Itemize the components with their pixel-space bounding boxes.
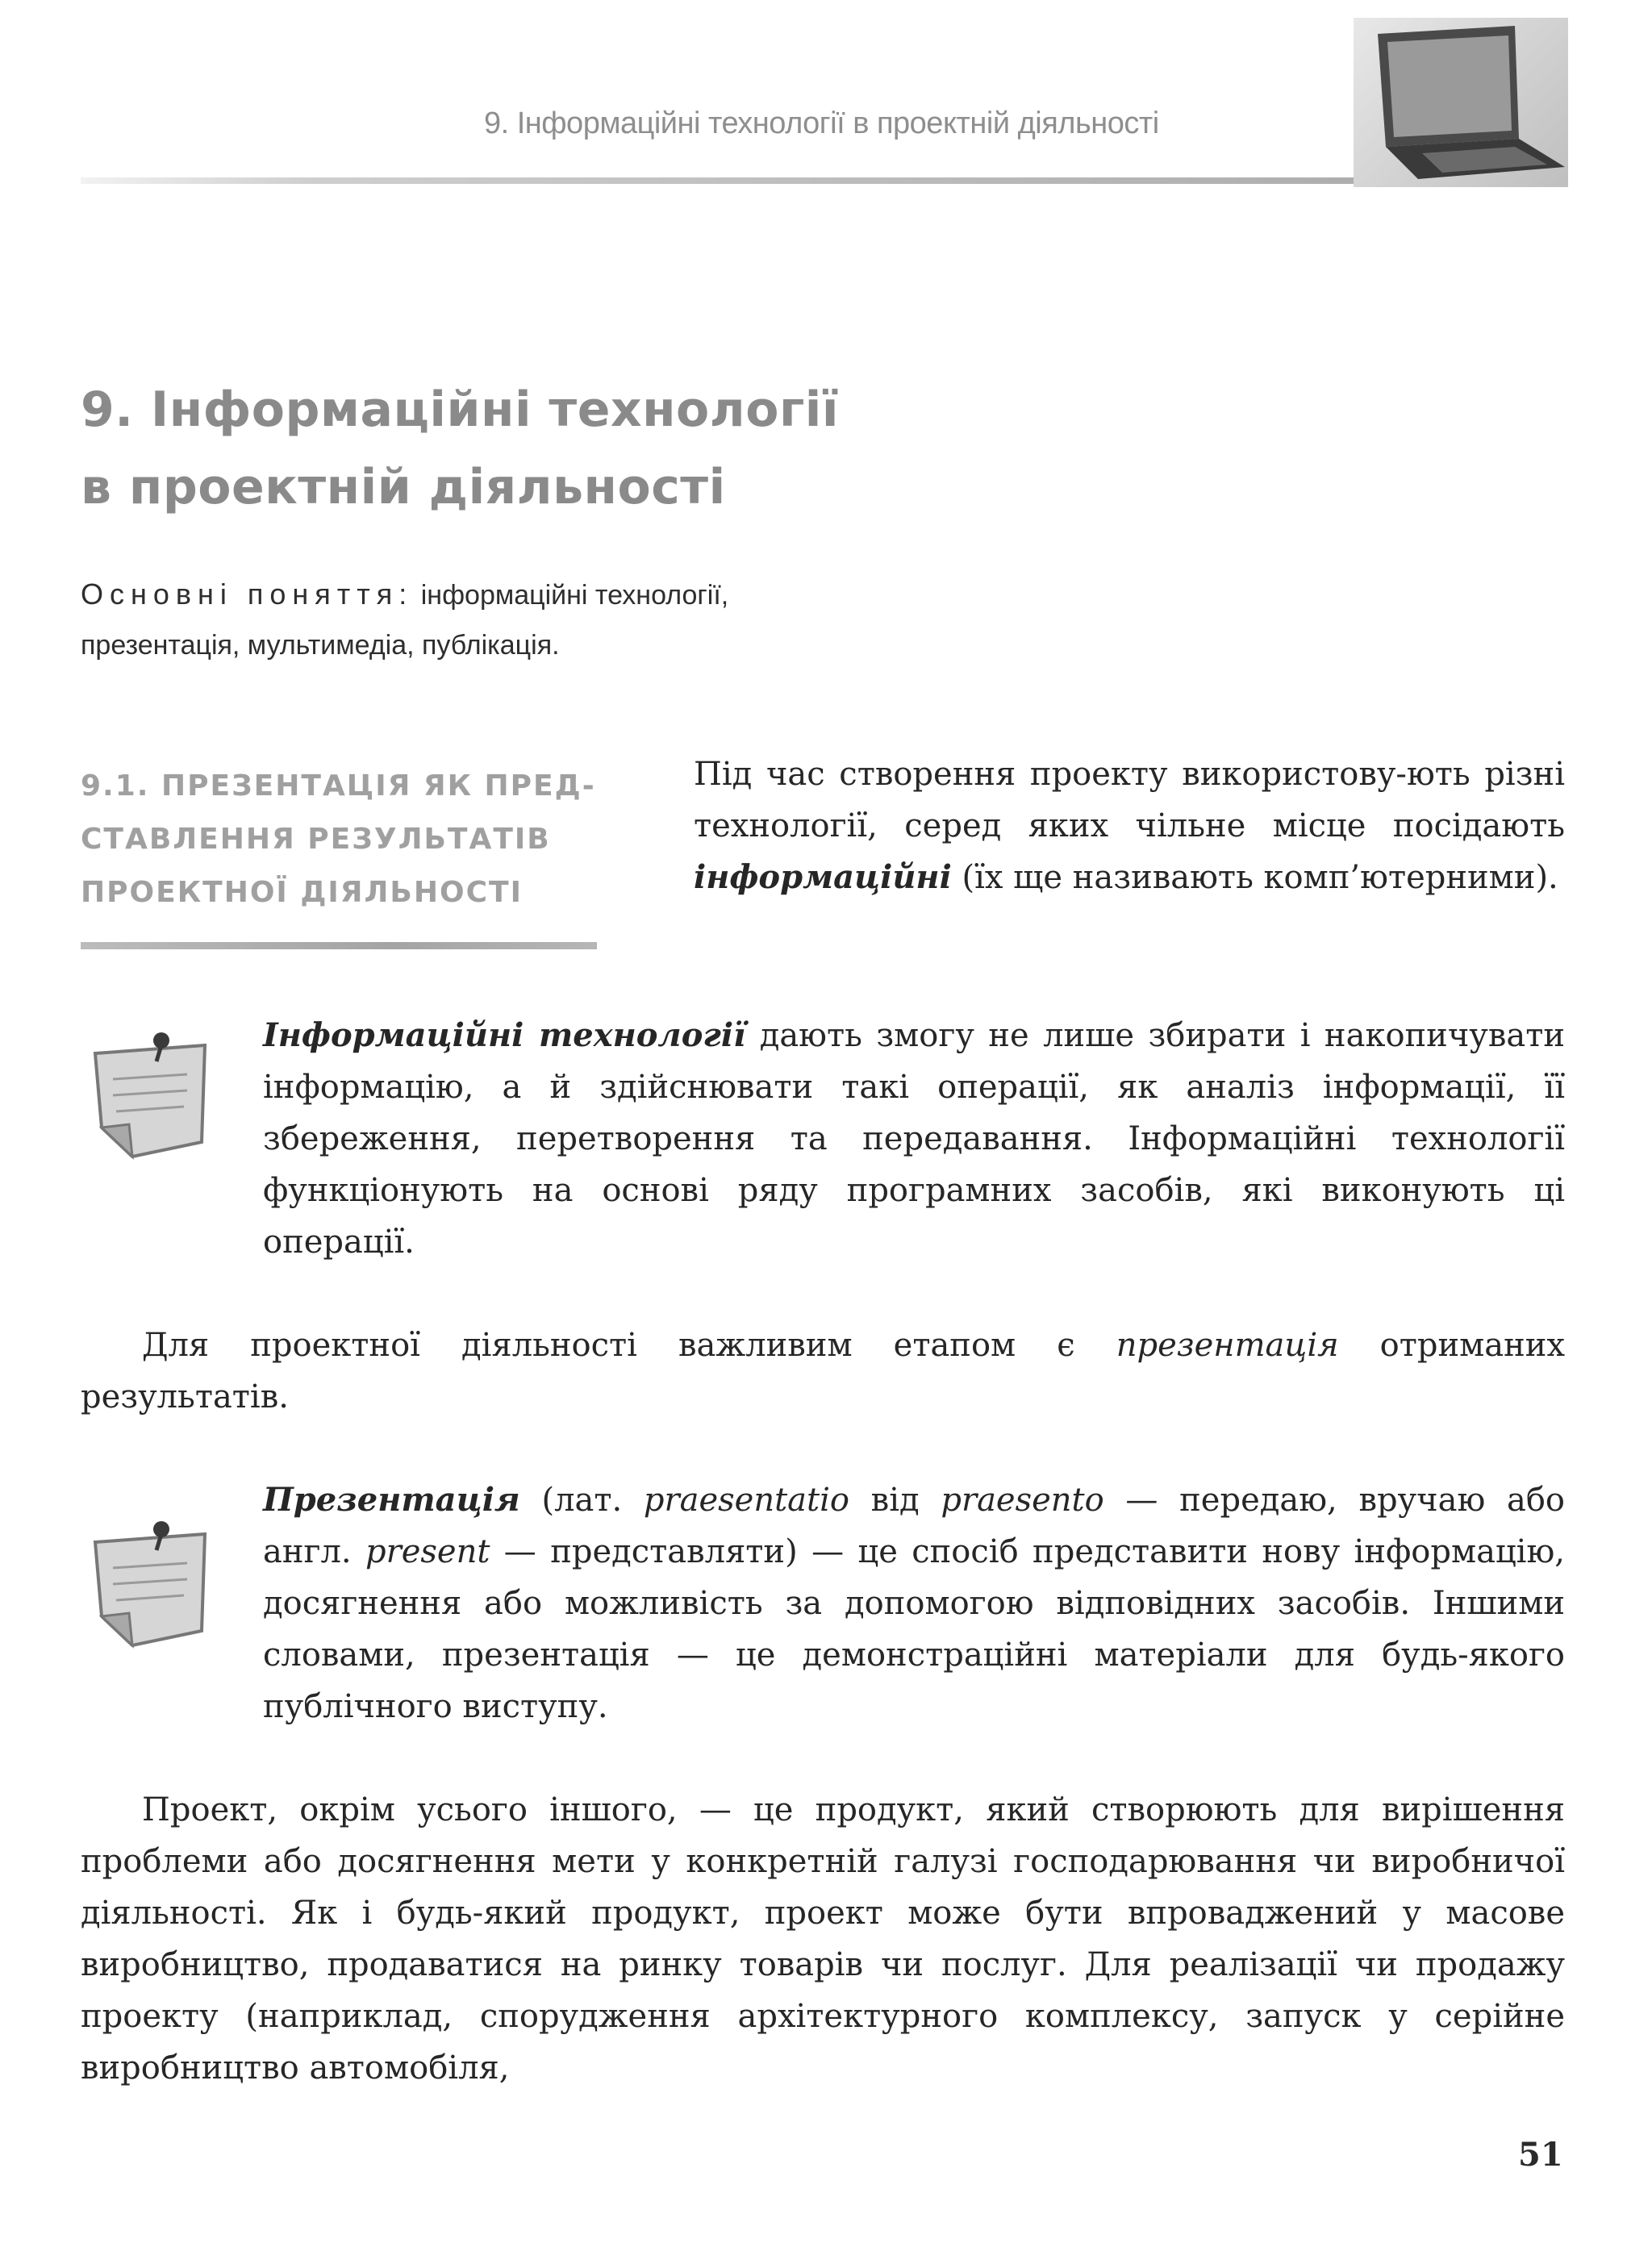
running-header: 9. Інформаційні технології в проектній діяльності <box>484 106 1159 140</box>
key-concepts-terms-1: інформаційні технології, <box>420 580 729 611</box>
pinned-note-icon <box>84 1021 213 1163</box>
section-heading-line-1: 9.1. ПРЕЗЕНТАЦІЯ ЯК ПРЕД- <box>81 769 596 803</box>
definition-presentation-text-3: — передаю, вручаю або англ. <box>263 1482 1565 1570</box>
paragraph-3: Проект, окрім усього іншого, — це продукт, який створюють для вирішення проблеми або досягнення мети у конкретній галузі господарювання чи виробничої діяльності. Як і будь-який продукт, проект може бути впроваджений у масове виробництво, продаватися на ринку товарів чи послуг. Для реалізації чи продажу проекту (наприклад, спорудження архітектурного комплексу, запуск у серійне виробництво автомобіля, <box>81 1791 1565 2087</box>
section-rule <box>81 942 597 949</box>
paragraph-2 <box>81 1320 1565 1423</box>
definition-it-text: дають змогу не лише збирати і накопичувати інформацію, а й здійснювати такі операції, як аналіз інформації, її збереження, перетворення та передавання. Інформаційні технології функціонують на основі ряду програмних засобів, які виконують ці операції. <box>263 1017 1565 1261</box>
section-heading <box>81 760 605 919</box>
laptop-image <box>1354 18 1568 187</box>
section-heading-line-2: СТАВЛЕННЯ РЕЗУЛЬТАТІВ <box>81 823 551 856</box>
chapter-title-line-1: 9. Інформаційні технології <box>81 382 839 438</box>
definition-presentation-text-4: — представляти) — це спосіб представити нову інформацію, досягнення або можливість за допомогою відповідних засобів. Іншими словами, презентація — це демонстраційні матеріали для будь-якого публічного виступу. <box>263 1533 1565 1725</box>
paragraph-2-emphasis: презентація <box>1116 1327 1339 1364</box>
chapter-title-line-2: в проектній діяльності <box>81 459 726 515</box>
section-heading-line-3: ПРОЕКТНОЇ ДІЯЛЬНОСТІ <box>81 876 523 909</box>
definition-presentation-text-1: (лат. <box>519 1482 644 1519</box>
chapter-title <box>81 371 968 526</box>
definition-it-term: Інформаційні технології <box>263 1016 746 1054</box>
paragraph-2-text-2: отриманих результатів. <box>81 1327 1566 1416</box>
intro-text-2: (їх ще називають комп’ютерними). <box>951 859 1558 896</box>
key-concepts-label: Основні поняття: <box>81 577 414 611</box>
definition-it-paragraph <box>263 1010 1565 1268</box>
paragraph-2-text-1: Для проектної діяльності важливим етапом є <box>142 1327 1116 1364</box>
page-number: 51 <box>1518 2136 1563 2174</box>
key-concepts <box>81 569 1049 670</box>
definition-presentation-text-2: від <box>849 1482 941 1519</box>
pinned-note-icon <box>84 1510 213 1652</box>
intro-emphasis: інформаційні <box>694 858 952 896</box>
intro-paragraph <box>694 748 1565 903</box>
latin-term-1: praesentatio <box>643 1482 849 1519</box>
key-concepts-terms-2: презентація, мультимедіа, публікація. <box>81 630 560 661</box>
definition-presentation-paragraph <box>263 1474 1565 1732</box>
english-term: present <box>365 1533 490 1570</box>
header-rule <box>81 177 1565 184</box>
intro-text-1: Під час створення проекту використову-ють різні технології, серед яких чільне місце посідають <box>694 756 1565 844</box>
definition-presentation-term: Презентація <box>263 1481 520 1519</box>
latin-term-2: praesento <box>941 1482 1104 1519</box>
